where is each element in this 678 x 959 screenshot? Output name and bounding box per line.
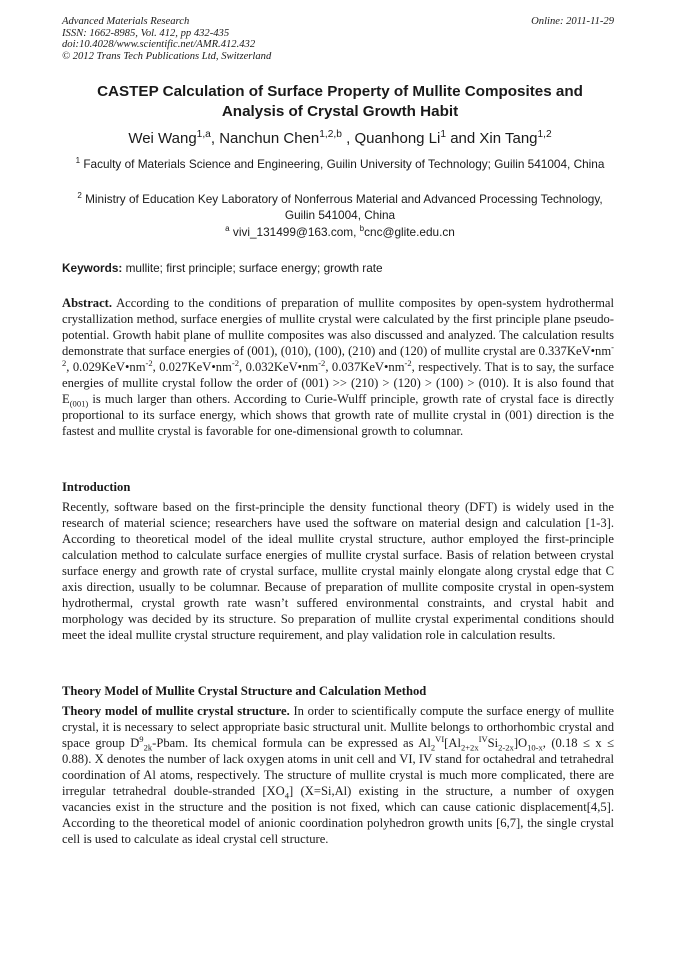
keywords-label: Keywords: [62, 261, 123, 275]
affiliation-mark: 1 [75, 156, 81, 166]
journal-header [62, 16, 618, 62]
author-separator: , [210, 130, 220, 147]
title-line-2: Analysis of Crystal Growth Habit [221, 102, 459, 120]
abstract-label: Abstract. [62, 296, 113, 310]
author-name: Wei Wang [128, 130, 197, 147]
email-address[interactable]: vivi_131499@163.com [232, 225, 354, 239]
keywords-line [62, 261, 618, 276]
abstract-text: , 0.027KeV•nm [152, 359, 232, 374]
section-heading-introduction: Introduction [62, 480, 131, 494]
theory-text: ] (X=Si,Al) existing in the structure, a number of oxygen vacancies exist in the structure and the position is not fixed, which can cause cationic displacement[4,5]. According to the theoretical model of anionic coordination polyhedron growth units [6,7], the single crystal cell is used to calculate as ideal crystal cell structure. [62, 783, 614, 846]
copyright-line: © 2012 Trans Tech Publications Ltd, Switzerland [62, 50, 272, 62]
exponent: -2 [62, 341, 614, 368]
online-date: Online: 2011-11-29 [531, 16, 614, 27]
abstract-paragraph [62, 296, 614, 440]
paper-title [62, 82, 618, 121]
exponent: -2 [145, 357, 153, 368]
exponent: -2 [231, 357, 239, 368]
author-list [62, 129, 618, 149]
theory-text: , (0.18 ≤ x ≤ 0.88). X denotes the number of lack oxygen atoms in unit cell and VI, IV stand for octahedral and tetrahedral coordination of Al atoms, respectively. The structure of mullite crystal is much more complicated, there are irregular tetrahedral double-stranded [XO [62, 735, 614, 798]
theory-text: -Pbam. Its chemical formula can be expressed as Al [152, 735, 431, 750]
author-affiliation-mark: 1,a [196, 129, 211, 140]
email-line: $^a$ vivi_131499@163.com, $^b$cnc@glite.edu.cn [225, 224, 455, 239]
theory-text: In order to scientifically compute the surface energy of mullite crystal, it is necessary to select appropriate basic structural unit. Mullite belongs to orthorhombic crystal and space group D [62, 704, 614, 750]
email-address[interactable]: cnc@glite.edu.cn [364, 225, 455, 239]
exponent: -2 [318, 357, 326, 368]
abstract-text: , 0.032KeV•nm [238, 359, 319, 374]
author-name: Nanchun Chen [219, 130, 320, 147]
subscript: 2 [430, 742, 436, 753]
abstract-text: , 0.029KeV•nm [66, 359, 146, 374]
author-affiliation-mark: 1,2 [537, 129, 552, 140]
subscript: 2k [143, 742, 153, 753]
title-line-1: CASTEP Calculation of Surface Property of Mullite Composites and [97, 83, 583, 100]
email-mark: b [359, 224, 365, 234]
theory-text: ]O [513, 735, 528, 750]
superscript: IV [478, 733, 488, 744]
subsection-label: Theory model of mullite crystal structure. [62, 704, 290, 718]
section-heading-theory-model: Theory Model of Mullite Crystal Structure and Calculation Method [62, 684, 427, 698]
issn-line: ISSN: 1662-8985, Vol. 412, pp 432-435 [62, 27, 230, 39]
introduction-paragraph: Recently, software based on the first-principle the density functional theory (DFT) is widely used in the research of material science; researchers have used the software on material design and calculation [1-3]. According to theoretical model of the ideal mullite crystal structure, author employed the first-principle calculation method to calculate surface energies of mullite crystal surface. Basis of relation between crystal surface energy and growth rate of crystal surface, mullite crystal mainly elongate along crystal edge that C axis direction, usually to be columnar. Because of preparation of mullite composite crystal in open-system hydrothermal, crystal growth rate wasn’t suffered environmental constraints, and crystal habit and morphology was decided by its structure. So preparation of mullite crystal experimental conditions should meet the ideal mullite crystal structure requirement, and play validation role in calculation results. [62, 500, 614, 642]
abstract-text: , 0.037KeV•nm [325, 359, 405, 374]
theory-text: [Al [444, 735, 461, 750]
author-affiliation-mark: 1 [440, 129, 447, 140]
subscript: 2-2x [498, 742, 514, 753]
affiliation-text: Faculty of Materials Science and Engineering, Guilin University of Technology; Guilin 541004, China [83, 157, 605, 171]
affiliation-1 [70, 157, 610, 173]
subscript: 10-x [527, 742, 543, 753]
exponent: -2 [404, 357, 412, 368]
author-separator: , [341, 130, 355, 147]
author-name: Quanhong Li [354, 130, 441, 147]
theory-text: Si [487, 735, 499, 750]
affiliation-2 [70, 192, 610, 223]
keywords-text: mullite; first principle; surface energy; growth rate [125, 261, 383, 275]
abstract-text: According to the conditions of preparation of mullite composites by open-system hydrothermal crystallization method, surface energies of mullite crystal were calculated by the first principle plane pseudo-potential. Growth habit plane of mullite composites was also discussed and analyzed. The calculation results demonstrate that surface energies of (001), (010), (100), (210) and (120) of mullite crystal are 0.337KeV•nm [62, 296, 614, 358]
theory-paragraph [62, 704, 614, 848]
abstract-text: is much larger than others. According to Curie-Wulff principle, growth rate of crystal face is directly proportional to its surface energy, which shows that growth rate of mullite crystal in (001) direction is the fastest and mullite crystal is favorable for one-dimensional growth to columnar. [62, 391, 614, 438]
superscript: 9 [139, 733, 144, 744]
subscript: (001) [69, 398, 89, 409]
email-mark: a [225, 224, 230, 234]
subscript: 2+2x [460, 742, 479, 753]
doi-line: doi:10.4028/www.scientific.net/AMR.412.432 [62, 39, 256, 51]
author-name: Xin Tang [479, 130, 538, 147]
affiliation-text: Ministry of Education Key Laboratory of Nonferrous Material and Advanced Processing Technology, Guilin 541004, China [85, 192, 603, 222]
journal-name: Advanced Materials Research [62, 16, 190, 27]
subscript: 4 [284, 790, 290, 801]
author-separator: and [446, 130, 480, 147]
abstract-text: , respectively. That is to say, the surface energies of mullite crystal follow the order of (001) >> (210) > (120) > (100) > (010). It is also found that E [62, 359, 614, 406]
affiliation-mark: 2 [77, 191, 82, 201]
superscript: VI [435, 733, 445, 744]
author-affiliation-mark: 1,2,b [319, 129, 342, 140]
